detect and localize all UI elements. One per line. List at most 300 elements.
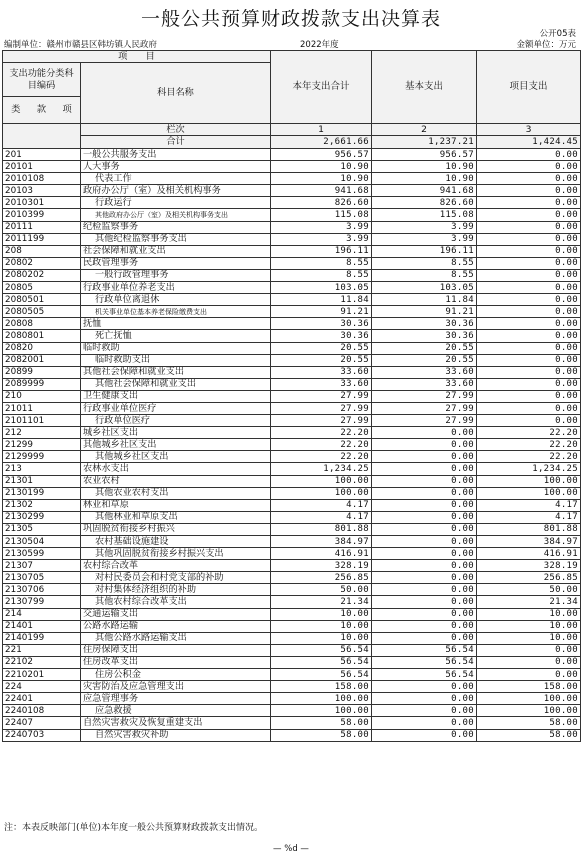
project-expense-cell: 100.00: [477, 475, 581, 487]
project-expense-cell: 0.00: [477, 257, 581, 269]
code-cell: 20111: [3, 221, 81, 233]
header-kuan: 款: [36, 104, 47, 115]
code-cell: 21302: [3, 499, 81, 511]
project-expense-cell: 0.00: [477, 390, 581, 402]
total-expense-cell: 10.00: [271, 608, 372, 620]
page-title: 一般公共预算财政拨款支出决算表: [140, 8, 441, 30]
subject-name-cell: 机关事业单位基本养老保险缴费支出: [81, 306, 271, 318]
total-expense-cell: 22.20: [271, 439, 372, 451]
basic-expense-cell: 196.11: [372, 245, 477, 257]
total-expense-cell: 33.60: [271, 366, 372, 378]
table-row: [3, 451, 581, 463]
project-expense-cell: 50.00: [477, 584, 581, 596]
total-expense-cell: 115.08: [271, 209, 372, 221]
code-cell: 210: [3, 390, 81, 402]
basic-expense-cell: 20.55: [372, 354, 477, 366]
table-row: [3, 620, 581, 632]
table-row: [3, 608, 581, 620]
project-expense-cell: 4.17: [477, 499, 581, 511]
table-row: [3, 366, 581, 378]
table-row: [3, 656, 581, 668]
basic-expense-cell: 10.90: [372, 173, 477, 185]
project-expense-cell: 0.00: [477, 318, 581, 330]
table-row: [3, 390, 581, 402]
subject-name-cell: 农村基础设施建设: [81, 536, 271, 548]
code-cell: 21307: [3, 560, 81, 572]
subject-name-cell: 一般行政管理事务: [81, 269, 271, 281]
project-expense-cell: 0.00: [477, 233, 581, 245]
subject-name-cell: 社会保障和就业支出: [81, 245, 271, 257]
subject-name-cell: 其他林业和草原支出: [81, 511, 271, 523]
total-row: [3, 136, 581, 149]
total-expense-cell: 941.68: [271, 185, 372, 197]
basic-expense-cell: 115.08: [372, 209, 477, 221]
basic-expense-cell: 20.55: [372, 342, 477, 354]
basic-expense-cell: 0.00: [372, 463, 477, 475]
total-expense-cell: 91.21: [271, 306, 372, 318]
page-marker: — %d —: [273, 844, 309, 854]
subject-name-cell: 其他纪检监察事务支出: [81, 233, 271, 245]
code-cell: 20802: [3, 257, 81, 269]
subject-name-cell: 代表工作: [81, 173, 271, 185]
project-expense-cell: 256.85: [477, 572, 581, 584]
project-expense-cell: 0.00: [477, 330, 581, 342]
code-cell: 21299: [3, 439, 81, 451]
header-xiang: 项: [62, 104, 72, 115]
total-expense-cell: 100.00: [271, 487, 372, 499]
total-col2: 1,237.21: [372, 136, 477, 149]
table-row: [3, 705, 581, 717]
basic-expense-cell: 0.00: [372, 584, 477, 596]
total-expense-cell: 196.11: [271, 245, 372, 257]
project-expense-cell: 22.20: [477, 427, 581, 439]
project-expense-cell: 416.91: [477, 548, 581, 560]
subject-name-cell: 死亡抚恤: [81, 330, 271, 342]
total-expense-cell: 956.57: [271, 149, 372, 161]
code-cell: 221: [3, 644, 81, 656]
project-expense-cell: 0.00: [477, 161, 581, 173]
project-expense-cell: 0.00: [477, 669, 581, 681]
subject-name-cell: 林业和草原: [81, 499, 271, 511]
table-row: [3, 257, 581, 269]
project-expense-cell: 22.20: [477, 439, 581, 451]
code-cell: 201: [3, 149, 81, 161]
code-cell: 22401: [3, 693, 81, 705]
header-lei: 类: [11, 104, 21, 115]
fiscal-year: 2022年度: [300, 40, 339, 50]
col-number-2: 2: [372, 124, 477, 136]
table-row: [3, 548, 581, 560]
total-expense-cell: 20.55: [271, 342, 372, 354]
total-expense-cell: 10.90: [271, 161, 372, 173]
total-expense-cell: 3.99: [271, 221, 372, 233]
project-expense-cell: 0.00: [477, 149, 581, 161]
subject-name-cell: 城乡社区支出: [81, 427, 271, 439]
code-cell: 2130599: [3, 548, 81, 560]
table-row: [3, 536, 581, 548]
table-row: [3, 475, 581, 487]
subject-name-cell: 公路水路运输: [81, 620, 271, 632]
project-expense-cell: 328.19: [477, 560, 581, 572]
basic-expense-cell: 826.60: [372, 197, 477, 209]
code-cell: 20820: [3, 342, 81, 354]
total-expense-cell: 22.20: [271, 427, 372, 439]
table-row: [3, 499, 581, 511]
table-number: 公开05表: [539, 29, 576, 39]
subject-name-cell: 其他农村综合改革支出: [81, 596, 271, 608]
total-expense-cell: 10.00: [271, 620, 372, 632]
col-number-1: 1: [271, 124, 372, 136]
project-expense-cell: 158.00: [477, 681, 581, 693]
project-expense-cell: 0.00: [477, 342, 581, 354]
subject-name-cell: 其他城乡社区支出: [81, 439, 271, 451]
total-expense-cell: 58.00: [271, 717, 372, 729]
project-expense-cell: 22.20: [477, 451, 581, 463]
table-row: [3, 584, 581, 596]
header-lei-kuan-xiang: [3, 97, 81, 124]
subject-name-cell: 行政运行: [81, 197, 271, 209]
code-cell: 213: [3, 463, 81, 475]
table-row: [3, 378, 581, 390]
project-expense-cell: 0.00: [477, 366, 581, 378]
basic-expense-cell: 0.00: [372, 548, 477, 560]
subject-name-cell: 住房保障支出: [81, 644, 271, 656]
table-row: [3, 439, 581, 451]
subject-name-cell: 民政管理事务: [81, 257, 271, 269]
total-expense-cell: 58.00: [271, 729, 372, 741]
total-expense-cell: 22.20: [271, 451, 372, 463]
basic-expense-cell: 0.00: [372, 427, 477, 439]
subject-name-cell: 农业农村: [81, 475, 271, 487]
subject-name-cell: 住房公积金: [81, 669, 271, 681]
meta-row: [4, 38, 578, 50]
basic-expense-cell: 91.21: [372, 306, 477, 318]
code-cell: 22102: [3, 656, 81, 668]
subject-name-cell: 其他政府办公厅（室）及相关机构事务支出: [81, 209, 271, 221]
basic-expense-cell: 11.84: [372, 294, 477, 306]
total-expense-cell: 416.91: [271, 548, 372, 560]
subject-name-cell: 其他社会保障和就业支出: [81, 378, 271, 390]
project-expense-cell: 100.00: [477, 487, 581, 499]
total-expense-cell: 100.00: [271, 693, 372, 705]
basic-expense-cell: 956.57: [372, 149, 477, 161]
subject-name-cell: 临时救助: [81, 342, 271, 354]
basic-expense-cell: 0.00: [372, 608, 477, 620]
table-row: [3, 402, 581, 414]
table-row: [3, 233, 581, 245]
code-cell: 2080801: [3, 330, 81, 342]
total-expense-cell: 256.85: [271, 572, 372, 584]
code-cell: 20101: [3, 161, 81, 173]
table-row: [3, 209, 581, 221]
header-col-order: 栏次: [81, 124, 271, 136]
subject-name-cell: 行政单位医疗: [81, 415, 271, 427]
total-expense-cell: 50.00: [271, 584, 372, 596]
table-row: [3, 729, 581, 741]
subject-name-cell: 其他公路水路运输支出: [81, 632, 271, 644]
project-expense-cell: 0.00: [477, 197, 581, 209]
table-row: [3, 693, 581, 705]
total-expense-cell: 11.84: [271, 294, 372, 306]
table-row: [3, 306, 581, 318]
table-row: [3, 596, 581, 608]
total-expense-cell: 21.34: [271, 596, 372, 608]
basic-expense-cell: 0.00: [372, 511, 477, 523]
subject-name-cell: 对村民委员会和村党支部的补助: [81, 572, 271, 584]
table-row: [3, 560, 581, 572]
code-cell: 2080202: [3, 269, 81, 281]
code-cell: 2130299: [3, 511, 81, 523]
total-expense-cell: 27.99: [271, 415, 372, 427]
basic-expense-cell: 0.00: [372, 560, 477, 572]
project-expense-cell: 0.00: [477, 282, 581, 294]
total-expense-cell: 4.17: [271, 499, 372, 511]
basic-expense-cell: 941.68: [372, 185, 477, 197]
project-expense-cell: 0.00: [477, 656, 581, 668]
code-cell: 2130705: [3, 572, 81, 584]
code-cell: 2130799: [3, 596, 81, 608]
basic-expense-cell: 0.00: [372, 596, 477, 608]
total-expense-cell: 27.99: [271, 390, 372, 402]
basic-expense-cell: 0.00: [372, 487, 477, 499]
basic-expense-cell: 27.99: [372, 415, 477, 427]
project-expense-cell: 58.00: [477, 717, 581, 729]
subject-name-cell: 巩固脱贫衔接乡村振兴: [81, 523, 271, 535]
basic-expense-cell: 8.55: [372, 257, 477, 269]
basic-expense-cell: 0.00: [372, 536, 477, 548]
basic-expense-cell: 3.99: [372, 233, 477, 245]
total-expense-cell: 56.54: [271, 669, 372, 681]
code-cell: 2010301: [3, 197, 81, 209]
basic-expense-cell: 30.36: [372, 318, 477, 330]
code-cell: 2129999: [3, 451, 81, 463]
header-col2: 基本支出: [372, 51, 477, 124]
table-row: [3, 463, 581, 475]
project-expense-cell: 0.00: [477, 269, 581, 281]
total-expense-cell: 328.19: [271, 560, 372, 572]
project-expense-cell: 0.00: [477, 644, 581, 656]
header-subject-name: 科目名称: [81, 63, 271, 124]
basic-expense-cell: 56.54: [372, 669, 477, 681]
basic-expense-cell: 56.54: [372, 656, 477, 668]
project-expense-cell: 384.97: [477, 536, 581, 548]
code-cell: 21301: [3, 475, 81, 487]
basic-expense-cell: 0.00: [372, 475, 477, 487]
table-row: [3, 330, 581, 342]
project-expense-cell: 0.00: [477, 245, 581, 257]
table-row: [3, 269, 581, 281]
code-cell: 2089999: [3, 378, 81, 390]
project-expense-cell: 58.00: [477, 729, 581, 741]
code-cell: 2080501: [3, 294, 81, 306]
code-cell: 212: [3, 427, 81, 439]
project-expense-cell: 0.00: [477, 306, 581, 318]
table-row: [3, 173, 581, 185]
total-expense-cell: 100.00: [271, 475, 372, 487]
total-expense-cell: 8.55: [271, 269, 372, 281]
code-cell: 22407: [3, 717, 81, 729]
basic-expense-cell: 0.00: [372, 705, 477, 717]
subject-name-cell: 政府办公厅（室）及相关机构事务: [81, 185, 271, 197]
total-label: 合计: [81, 136, 271, 149]
project-expense-cell: 0.00: [477, 402, 581, 414]
code-cell: 2130706: [3, 584, 81, 596]
code-cell: 214: [3, 608, 81, 620]
table-row: [3, 197, 581, 209]
table-row: [3, 717, 581, 729]
basic-expense-cell: 0.00: [372, 572, 477, 584]
total-expense-cell: 8.55: [271, 257, 372, 269]
table-row: [3, 644, 581, 656]
code-cell: 21011: [3, 402, 81, 414]
project-expense-cell: 1,234.25: [477, 463, 581, 475]
code-cell: 2101101: [3, 415, 81, 427]
subject-name-cell: 对村集体经济组织的补助: [81, 584, 271, 596]
code-cell: 20103: [3, 185, 81, 197]
code-cell: 208: [3, 245, 81, 257]
project-expense-cell: 0.00: [477, 294, 581, 306]
total-expense-cell: 1,234.25: [271, 463, 372, 475]
total-expense-cell: 10.90: [271, 173, 372, 185]
subject-name-cell: 抚恤: [81, 318, 271, 330]
project-expense-cell: 10.00: [477, 620, 581, 632]
subject-name-cell: 灾害防治及应急管理支出: [81, 681, 271, 693]
subject-name-cell: 其他巩固脱贫衔接乡村振兴支出: [81, 548, 271, 560]
table-row: [3, 294, 581, 306]
subject-name-cell: 其他城乡社区支出: [81, 451, 271, 463]
subject-name-cell: 其他社会保障和就业支出: [81, 366, 271, 378]
basic-expense-cell: 33.60: [372, 378, 477, 390]
project-expense-cell: 0.00: [477, 354, 581, 366]
code-cell: 2082001: [3, 354, 81, 366]
table-row: [3, 669, 581, 681]
code-cell: 224: [3, 681, 81, 693]
total-expense-cell: 30.36: [271, 318, 372, 330]
basic-expense-cell: 0.00: [372, 523, 477, 535]
table-row: [3, 427, 581, 439]
basic-expense-cell: 3.99: [372, 221, 477, 233]
basic-expense-cell: 0.00: [372, 499, 477, 511]
code-cell: 2240703: [3, 729, 81, 741]
code-cell: 21305: [3, 523, 81, 535]
subject-name-cell: 自然灾害救灾补助: [81, 729, 271, 741]
project-expense-cell: 0.00: [477, 221, 581, 233]
subject-name-cell: 自然灾害救灾及恢复重建支出: [81, 717, 271, 729]
code-cell: 2210201: [3, 669, 81, 681]
table-row: [3, 318, 581, 330]
code-cell: 2080505: [3, 306, 81, 318]
basic-expense-cell: 103.05: [372, 282, 477, 294]
subject-name-cell: 行政单位离退休: [81, 294, 271, 306]
code-cell: 20899: [3, 366, 81, 378]
total-col1: 2,661.66: [271, 136, 372, 149]
project-expense-cell: 0.00: [477, 173, 581, 185]
table-row: [3, 245, 581, 257]
table-row: [3, 149, 581, 161]
table-row: [3, 342, 581, 354]
subject-name-cell: 纪检监察事务: [81, 221, 271, 233]
code-cell: 2140199: [3, 632, 81, 644]
table-row: [3, 572, 581, 584]
project-expense-cell: 0.00: [477, 415, 581, 427]
total-expense-cell: 3.99: [271, 233, 372, 245]
compiling-unit: 编制单位：赣州市赣县区韩坊镇人民政府: [4, 40, 158, 50]
total-expense-cell: 4.17: [271, 511, 372, 523]
project-expense-cell: 801.88: [477, 523, 581, 535]
project-expense-cell: 0.00: [477, 378, 581, 390]
code-cell: 20808: [3, 318, 81, 330]
table-row: [3, 511, 581, 523]
code-cell: 2130199: [3, 487, 81, 499]
subject-name-cell: 交通运输支出: [81, 608, 271, 620]
subject-name-cell: 行政事业单位养老支出: [81, 282, 271, 294]
project-expense-cell: 21.34: [477, 596, 581, 608]
subject-name-cell: 一般公共服务支出: [81, 149, 271, 161]
total-expense-cell: 56.54: [271, 644, 372, 656]
code-cell: 2010108: [3, 173, 81, 185]
basic-expense-cell: 27.99: [372, 402, 477, 414]
basic-expense-cell: 10.90: [372, 161, 477, 173]
money-unit: 金额单位：万元: [516, 40, 576, 50]
basic-expense-cell: 30.36: [372, 330, 477, 342]
header-col3: 项目支出: [477, 51, 581, 124]
project-expense-cell: 0.00: [477, 185, 581, 197]
subject-name-cell: 应急管理事务: [81, 693, 271, 705]
subject-name-cell: 其他农业农村支出: [81, 487, 271, 499]
subject-name-cell: 住房改革支出: [81, 656, 271, 668]
header-col1: 本年支出合计: [271, 51, 372, 124]
table-row: [3, 221, 581, 233]
table-row: [3, 681, 581, 693]
table-row: [3, 632, 581, 644]
col-number-3: 3: [477, 124, 581, 136]
basic-expense-cell: 0.00: [372, 729, 477, 741]
subject-name-cell: 行政事业单位医疗: [81, 402, 271, 414]
total-expense-cell: 33.60: [271, 378, 372, 390]
total-expense-cell: 103.05: [271, 282, 372, 294]
total-expense-cell: 384.97: [271, 536, 372, 548]
basic-expense-cell: 0.00: [372, 717, 477, 729]
code-cell: 21401: [3, 620, 81, 632]
basic-expense-cell: 0.00: [372, 620, 477, 632]
basic-expense-cell: 0.00: [372, 693, 477, 705]
header-item: 项 目: [3, 51, 271, 63]
basic-expense-cell: 0.00: [372, 439, 477, 451]
subject-name-cell: 临时救助支出: [81, 354, 271, 366]
total-expense-cell: 27.99: [271, 402, 372, 414]
expenditure-table: [2, 50, 581, 742]
basic-expense-cell: 0.00: [372, 632, 477, 644]
subject-name-cell: 人大事务: [81, 161, 271, 173]
total-expense-cell: 100.00: [271, 705, 372, 717]
total-expense-cell: 20.55: [271, 354, 372, 366]
table-row: [3, 161, 581, 173]
code-cell: 2011199: [3, 233, 81, 245]
basic-expense-cell: 0.00: [372, 681, 477, 693]
subject-name-cell: 卫生健康支出: [81, 390, 271, 402]
footnote: 注：本表反映部门(单位)本年度一般公共预算财政拨款支出情况。: [4, 823, 264, 833]
basic-expense-cell: 33.60: [372, 366, 477, 378]
total-expense-cell: 158.00: [271, 681, 372, 693]
table-row: [3, 185, 581, 197]
table-row: [3, 487, 581, 499]
total-col3: 1,424.45: [477, 136, 581, 149]
table-row: [3, 282, 581, 294]
code-cell: 2130504: [3, 536, 81, 548]
table-row: [3, 354, 581, 366]
total-expense-cell: 30.36: [271, 330, 372, 342]
subject-name-cell: 农林水支出: [81, 463, 271, 475]
